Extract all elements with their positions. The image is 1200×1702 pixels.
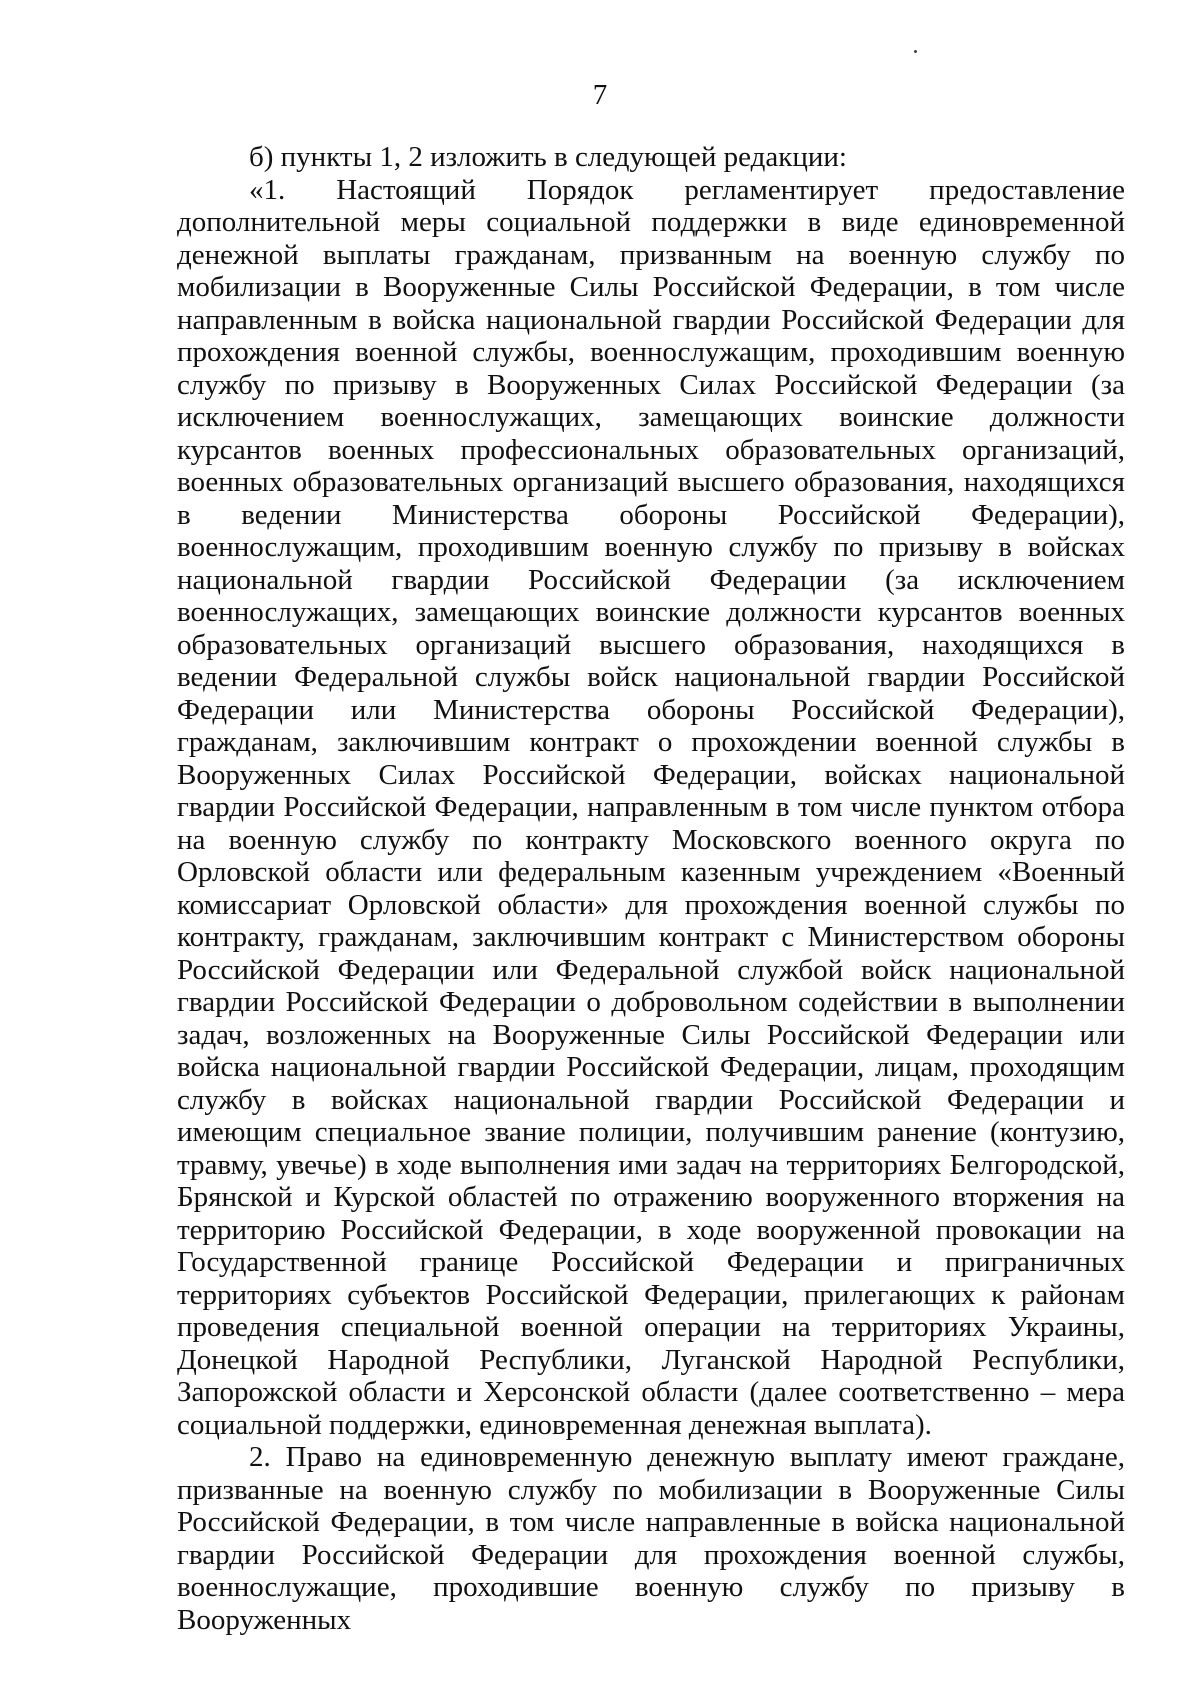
- paragraph-clause-2: 2. Право на единовременную денежную выплату имеют граждане, призванные на военную службу по мобилизации в Вооруженные Силы Российской Федерации, в том числе направленные в войска национальной гвардии Российской Федерации для прохождения военной службы, военнослужащие, проходившие военную службу по призыву в Вооруженных: [177, 1441, 1125, 1636]
- scan-speck: [914, 50, 917, 53]
- paragraph-amendment-intro: б) пункты 1, 2 изложить в следующей редакции:: [249, 141, 847, 173]
- paragraph-clause-1: «1. Настоящий Порядок регламентирует предоставление дополнительной меры социальной поддержки в виде единовременной денежной выплаты гражданам, призванным на военную службу по мобилизации в Вооруженные Силы Российской Федерации, в том числе направленным в войска национальной гвардии Российской Федерации для прохождения военной службы, военнослужащим, проходившим военную службу по призыву в Вооруженных Силах Российской Федерации (за исключением военнослужащих, замещающих воинские должности курсантов военных профессиональных образовательных организаций, военных образовательных организаций высшего образования, находящихся в ведении Министерства обороны Российской Федерации), военнослужащим, проходившим военную службу по призыву в войсках национальной гвардии Российской Федерации (за исключением военнослужащих, замещающих воинские должности курсантов военных образовательных организаций высшего образования, находящихся в ведении Федеральной службы войск национальной гвардии Российской Федерации или Министерства обороны Российской Федерации), гражданам, заключившим контракт о прохождении военной службы в Вооруженных Силах Российской Федерации, войсках национальной гвардии Российской Федерации, направленным в том числе пунктом отбора на военную службу по контракту Московского военного округа по Орловской области или федеральным казенным учреждением «Военный комиссариат Орловской области» для прохождения военной службы по контракту, гражданам, заключившим контракт с Министерством обороны Российской Федерации или Федеральной службой войск национальной гвардии Российской Федерации о добровольном содействии в выполнении задач, возложенных на Вооруженные Силы Российской Федерации или войска национальной гвардии Российской Федерации, лицам, проходящим службу в войсках национальной гвардии Российской Федерации и имеющим специальное звание полиции, получившим ранение (контузию, травму, увечье) в ходе выполнения ими задач на территориях Белгородской, Брянской и Курской областей по отражению вооруженного вторжения на территорию Российской Федерации, в ходе вооруженной провокации на Государственной границе Российской Федерации и приграничных территориях субъектов Российской Федерации, прилегающих к районам проведения специальной военной операции на территориях Украины, Донецкой Народной Республики, Луганской Народной Республики, Запорожской области и Херсонской области (далее соответственно – мера социальной поддержки, единовременная денежная выплата).: [177, 173, 1125, 1441]
- document-body: [177, 141, 1125, 1636]
- page-number: 7: [592, 79, 608, 111]
